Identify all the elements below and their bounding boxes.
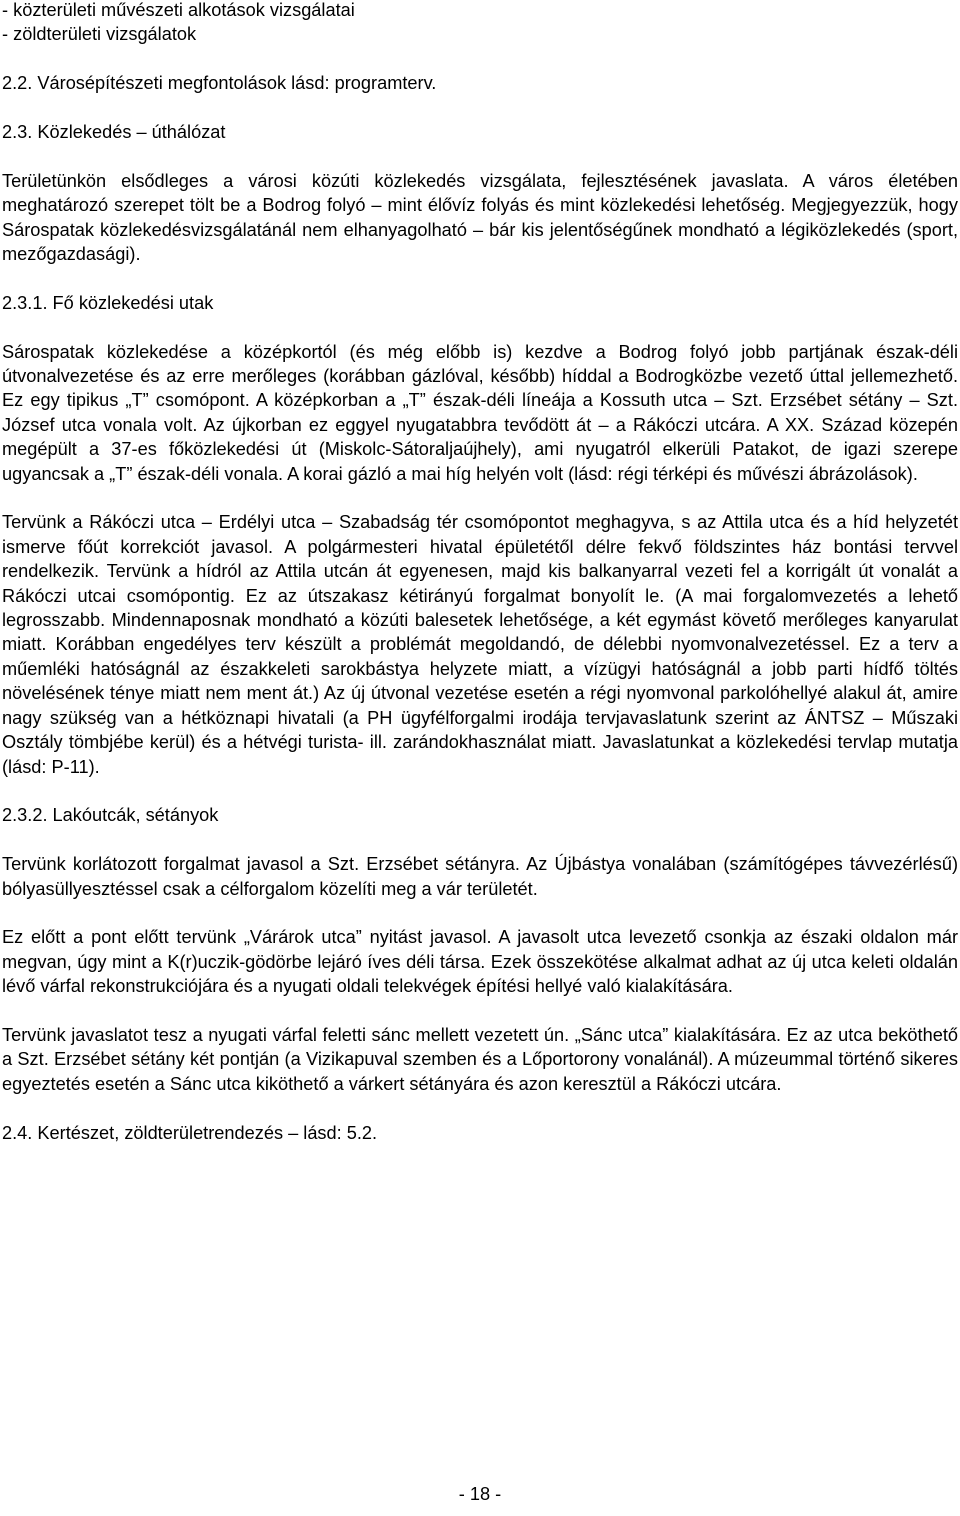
section-heading-2-4: 2.4. Kertészet, zöldterületrendezés – lásd: 5.2.: [2, 1122, 378, 1143]
list-item: - zöldterületi vizsgálatok: [2, 24, 197, 45]
paragraph-main-roads-history: Sárospatak közlekedése a középkortól (és még előbb is) kezdve a Bodrog folyó jobb partjának észak-déli útvonalvezetése és az erre merőleges (korábban gázlóval, később) híddal a Bodrogközbe vezető úttal jellemezhető. Ez egy tipikus „T” csomópont. A középkorban a „T” észak-déli líneája a Kossuth utca – Szt. Erzsébet sétány – Szt. József utca vonala volt. Az újkorban ez eggyel nyugatabbra tevődött át – a Rákóczi utcára. A XX. Század közepén megépült a 37-es főközlekedési út (Miskolc-Sátoraljaújhely), ami nyugatról elkerüli Patakot, de igazi szerepe ugyancsak a „T” észak-déli vonala. A korai gázló a mai híg helyén volt (lásd: régi térképi és művészi ábrázolások).: [2, 341, 958, 484]
page-number: - 18 -: [458, 1484, 502, 1504]
paragraph-residential-restriction: Tervünk korlátozott forgalmat javasol a Szt. Erzsébet sétányra. Az Újbástya vonalában (számítógépes távvezérlésű) bólyasüllyesztéssel csak a célforgalom közelíti meg a vár területét.: [2, 854, 958, 899]
section-heading-2-3-2: 2.3.2. Lakóutcák, sétányok: [2, 805, 219, 826]
section-heading-2-3: 2.3. Közlekedés – úthálózat: [2, 122, 226, 142]
paragraph-residential-rampart-street: Tervünk javaslatot tesz a nyugati várfal feletti sánc mellett vezetett ún. „Sánc utca” kialakítására. Ez az utca beköthető a Szt. Erzsébet sétány két pontján (a Vizikapuval szemben és a Lőportorony vonalánál). A múzeummal történő sikeres egyeztetés esetén a Sánc utca kiköthető a várkert sétányára és azon keresztül a Rákóczi utcára.: [2, 1024, 958, 1094]
section-heading-2-3-1: 2.3.1. Fő közlekedési utak: [2, 292, 214, 313]
paragraph-residential-moat-street: Ez előtt a pont előtt tervünk „Várárok utca” nyitást javasol. A javasolt utca levezető csonkja az északi oldalon már megvan, úgy mint a K(r)uczik-gödörbe lejáró íves déli társa. Ezek összekötése alkalmat adhat az új utca keleti oldalán lévő várfal rekonstrukciójára és a nyugati oldali telekvégek építési hellyé való kialakítására.: [2, 927, 958, 997]
list-item: - közterületi művészeti alkotások vizsgálatai: [2, 0, 355, 20]
paragraph-main-roads-proposal: Tervünk a Rákóczi utca – Erdélyi utca – Szabadság tér csomópontot meghagyva, s az Attila utca és a híd helyzetét ismerve főút korrekciót javasol. A polgármesteri hivatal épületétől délre fekvő földszintes ház bontási tervvel rendelkezik. Tervünk a hídról az Attila utcán át egyenesen, majd kis balkanyarral vezeti fel a korrigált út vonalát a Rákóczi utcai csomópontig. Ez az útszakasz kétirányú forgalmat bonyolít le. (A mai forgalomvezetés a lehető legrosszabb. Mindennaposnak mondható a közúti balesetek lehetősége, a két egymást követő merőleges kanyarulat miatt. Korábban engedélyes terv készült a problémát megoldandó, de délebbi nyomvonalvezetéssel. Ez a terv a műemléki hatóságnál az északkeleti sarokbástya helyzete miatt, a vízügyi hatóságnál a jobb parti hídfő töltés növelésének ténye miatt nem ment át.) Az új útvonal vezetése esetén a régi nyomvonal parkolóhellyé alakul át, amire nagy szükség van a hétköznapi hivatali (a PH ügyfélforgalmi irodája tervjavaslatunk szerint az ÁNTSZ – Műszaki Osztály tömbjébe kerül) és a hétvégi turista- ill. zarándokhasználat miatt. Javaslatunkat a közlekedési tervlap mutatja (lásd: P-11).: [2, 512, 958, 777]
paragraph-intro: Területünkön elsődleges a városi közúti közlekedés vizsgálata, fejlesztésének javaslata. A város életében meghatározó szerepet tölt be a Bodrog folyó – mint élővíz folyás és mint közlekedési lehetőség. Megjegyezzük, hogy Sárospatak közlekedésvizsgálatánál nem elhanyagolható – bár kis jelentőségűnek mondható a légiközlekedés (sport, mezőgazdasági).: [2, 170, 958, 265]
section-heading-2-2: 2.2. Városépítészeti megfontolások lásd: programterv.: [2, 73, 437, 94]
